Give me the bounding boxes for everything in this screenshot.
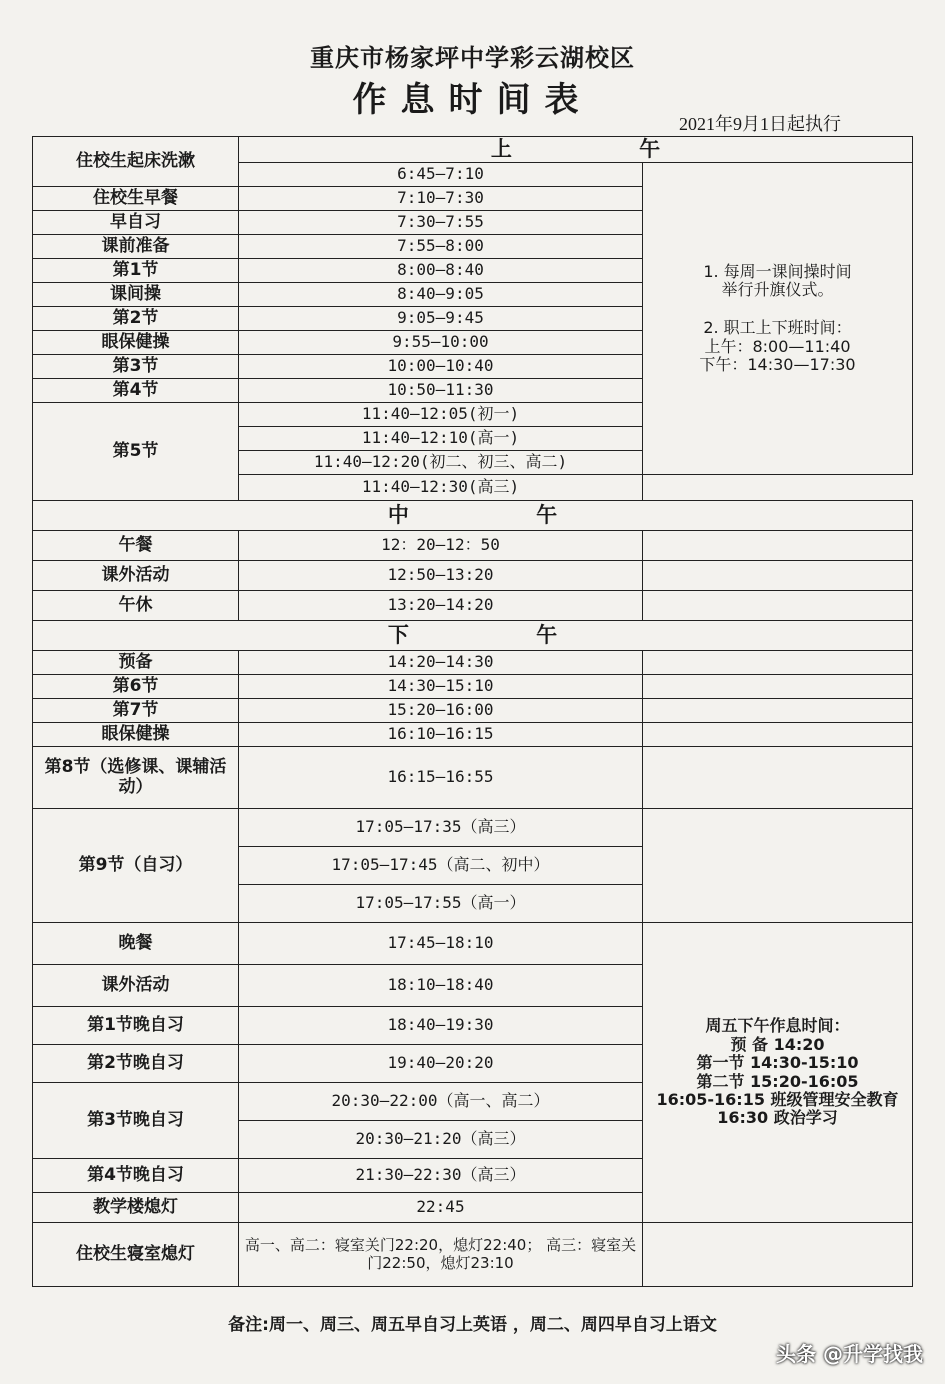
section-row [33, 137, 913, 163]
time-cell: 7:10—7:30 [239, 187, 643, 211]
table-row [33, 923, 913, 965]
time-cell: 11:40—12:30(高三) [239, 475, 643, 501]
table-row [33, 531, 913, 561]
schedule-table [32, 136, 913, 1287]
row-label: 第9节（自习） [33, 809, 239, 923]
row-label: 晚餐 [33, 923, 239, 965]
table-row [33, 747, 913, 809]
row-label: 课外活动 [33, 965, 239, 1007]
time-cell: 17:05—17:35（高三） [239, 809, 643, 847]
time-cell: 10:00—10:40 [239, 355, 643, 379]
notes-cell [643, 163, 913, 475]
time-cell: 11:40—12:20(初二、初三、高二) [239, 451, 643, 475]
note-line: 举行升旗仪式。 [721, 279, 834, 299]
time-cell: 17:45—18:10 [239, 923, 643, 965]
row-label: 住校生寝室熄灯 [33, 1223, 239, 1287]
time-cell: 21:30—22:30（高三） [239, 1159, 643, 1193]
time-cell: 7:55—8:00 [239, 235, 643, 259]
remark-note: 备注:周一、周三、周五早自习上英语 ，周二、周四早自习上语文 [228, 1315, 717, 1335]
schedule-title: 作息时间表 [352, 80, 593, 120]
note-line: 2. 职工上下班时间： [703, 318, 852, 338]
row-label: 第5节 [33, 403, 239, 501]
empty-cell [643, 651, 913, 675]
friday-line: 16:05-16:15 班级管理安全教育 [656, 1089, 899, 1109]
row-label: 午餐 [33, 531, 239, 561]
friday-schedule-cell [643, 923, 913, 1223]
time-cell: 10:50—11:30 [239, 379, 643, 403]
time-cell: 14:30—15:10 [239, 675, 643, 699]
row-label: 住校生起床洗漱 [33, 137, 239, 187]
table-row [33, 699, 913, 723]
section-row [33, 621, 913, 651]
section-noon: 中 午 [33, 501, 913, 531]
row-label: 课外活动 [33, 561, 239, 591]
time-cell: 20:30—21:20（高三） [239, 1121, 643, 1159]
time-cell: 18:10—18:40 [239, 965, 643, 1007]
empty-cell [643, 747, 913, 809]
empty-cell [643, 809, 913, 923]
section-morning: 上 午 [239, 137, 913, 163]
time-cell: 16:10—16:15 [239, 723, 643, 747]
row-label: 第6节 [33, 675, 239, 699]
empty-cell [643, 723, 913, 747]
row-label: 课前准备 [33, 235, 239, 259]
note-line: 1. 每周一课间操时间 [703, 261, 852, 281]
friday-title: 周五下午作息时间： [705, 1016, 850, 1036]
time-cell: 14:20—14:30 [239, 651, 643, 675]
section-row [33, 501, 913, 531]
row-label: 第3节 [33, 355, 239, 379]
time-cell: 12:50—13:20 [239, 561, 643, 591]
time-cell: 7:30—7:55 [239, 211, 643, 235]
note-line: 下午：14:30—17:30 [699, 355, 856, 375]
dorm-lights-cell: 高一、高二：寝室关门22:20，熄灯22:40； 高三：寝室关门22:50，熄灯23:10 [239, 1223, 643, 1287]
friday-line: 16:30 政治学习 [717, 1108, 838, 1128]
empty-cell [643, 699, 913, 723]
table-row [33, 809, 913, 847]
empty-cell [643, 1223, 913, 1287]
time-cell: 8:40—9:05 [239, 283, 643, 307]
time-cell: 9:55—10:00 [239, 331, 643, 355]
row-label: 第3节晚自习 [33, 1083, 239, 1159]
friday-line: 第一节 14:30-15:10 [696, 1053, 859, 1073]
row-label: 第2节 [33, 307, 239, 331]
watermark: 头条 @升学找我 [776, 1342, 923, 1366]
row-label: 第1节晚自习 [33, 1007, 239, 1045]
note-line: 上午：8:00—11:40 [704, 336, 851, 356]
table-row [33, 561, 913, 591]
friday-line: 预 备 14:20 [730, 1034, 825, 1054]
empty-cell [643, 531, 913, 561]
time-cell: 17:05—17:45（高二、初中） [239, 847, 643, 885]
time-cell: 11:40—12:10(高一) [239, 427, 643, 451]
time-cell: 16:15—16:55 [239, 747, 643, 809]
row-label: 第1节 [33, 259, 239, 283]
row-label: 课间操 [33, 283, 239, 307]
time-cell: 8:00—8:40 [239, 259, 643, 283]
row-label: 预备 [33, 651, 239, 675]
section-afternoon: 下 午 [33, 621, 913, 651]
time-cell: 9:05—9:45 [239, 307, 643, 331]
table-row [33, 723, 913, 747]
time-cell: 12：20—12：50 [239, 531, 643, 561]
school-name: 重庆市杨家坪中学彩云湖校区 [310, 44, 635, 72]
time-cell: 11:40—12:05(初一) [239, 403, 643, 427]
row-label: 眼保健操 [33, 723, 239, 747]
table-row [33, 591, 913, 621]
empty-cell [643, 591, 913, 621]
time-cell: 15:20—16:00 [239, 699, 643, 723]
time-cell: 18:40—19:30 [239, 1007, 643, 1045]
row-label: 教学楼熄灯 [33, 1193, 239, 1223]
table-row [33, 651, 913, 675]
row-label: 第4节晚自习 [33, 1159, 239, 1193]
table-row [33, 675, 913, 699]
row-label: 第8节（选修课、课辅活动） [33, 747, 239, 809]
effective-date: 2021年9月1日起执行 [679, 114, 841, 134]
row-label: 早自习 [33, 211, 239, 235]
empty-cell [643, 675, 913, 699]
row-label: 午休 [33, 591, 239, 621]
friday-line: 第二节 15:20-16:05 [696, 1071, 859, 1091]
time-cell: 20:30—22:00（高一、高二） [239, 1083, 643, 1121]
row-label: 第4节 [33, 379, 239, 403]
row-label: 眼保健操 [33, 331, 239, 355]
time-cell: 22:45 [239, 1193, 643, 1223]
empty-cell [643, 561, 913, 591]
row-label: 第2节晚自习 [33, 1045, 239, 1083]
row-label: 第7节 [33, 699, 239, 723]
time-cell: 17:05—17:55（高一） [239, 885, 643, 923]
time-cell: 19:40—20:20 [239, 1045, 643, 1083]
time-cell: 13:20—14:20 [239, 591, 643, 621]
time-cell: 6:45—7:10 [239, 163, 643, 187]
table-row [33, 1223, 913, 1287]
row-label: 住校生早餐 [33, 187, 239, 211]
